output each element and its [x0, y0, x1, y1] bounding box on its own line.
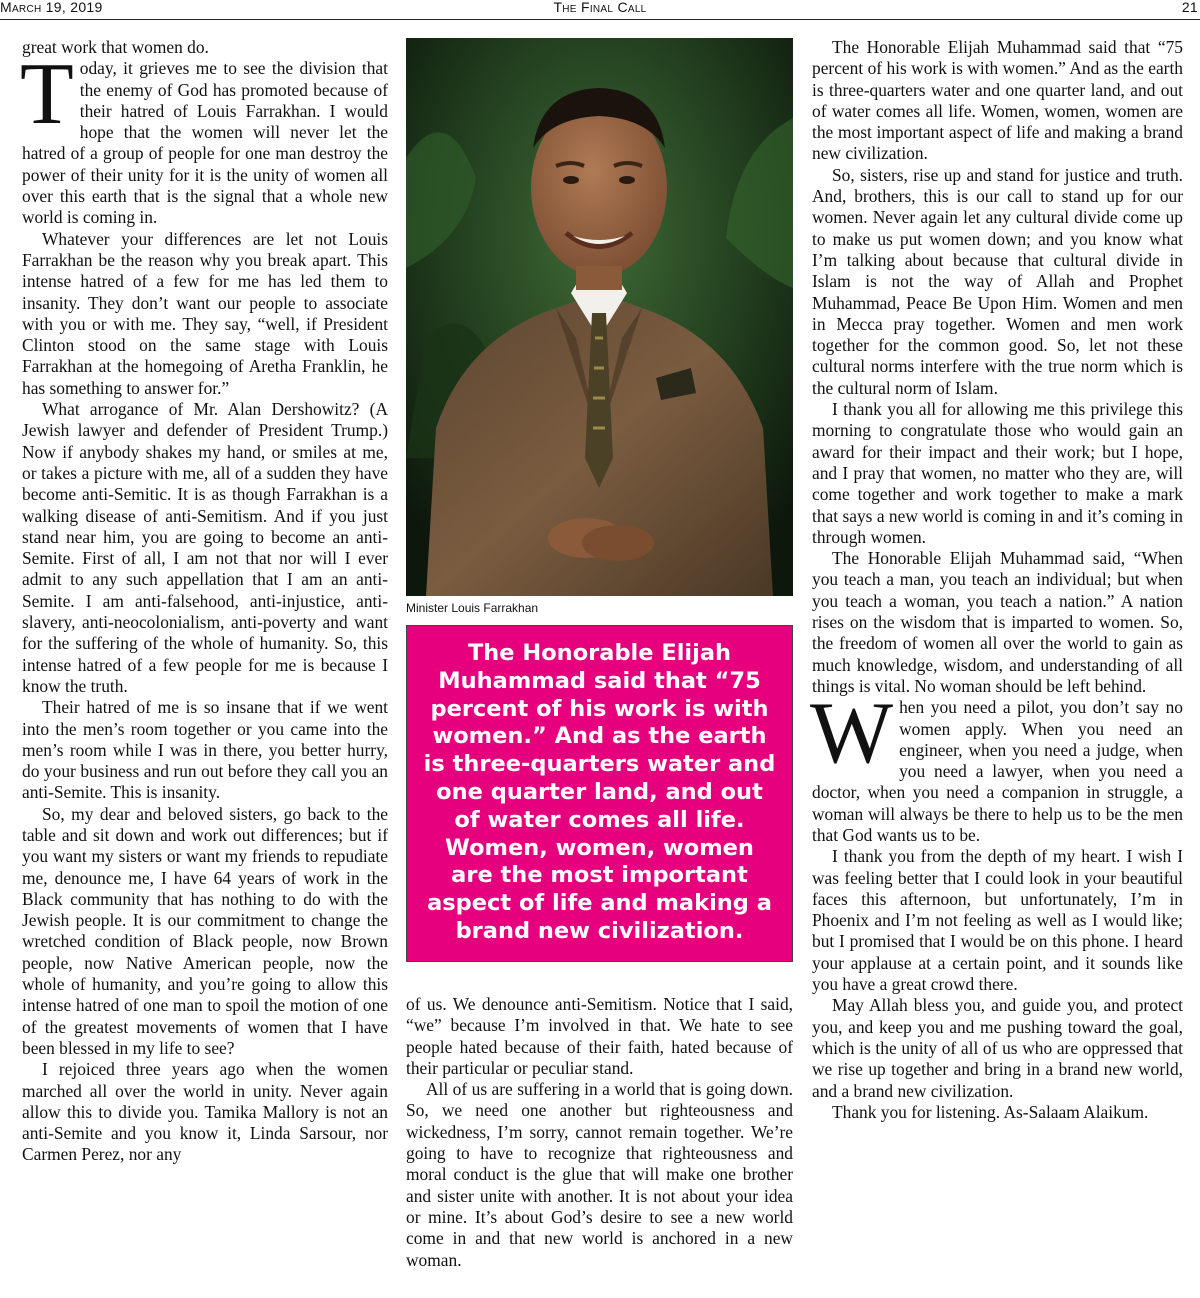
paragraph: The Honorable Elijah Muhammad said that “75 percent of his work is with women.” And as the earth is three-quarters water and one quarter land, and out of water comes all life. Women, women, women are the most important aspect of life and making a brand new civilization.	[812, 37, 1183, 164]
article-column-1	[22, 37, 388, 1166]
paragraph: May Allah bless you, and guide you, and protect you, and keep you and me pushing toward the goal, which is the unity of all of us who are oppressed that we rise up together and bring in a brand new world, and a brand new civilization.	[812, 995, 1183, 1101]
portrait-photo	[406, 38, 793, 596]
paragraph: The Honorable Elijah Muhammad said, “When you teach a man, you teach an individual; but when you teach a woman, you teach a nation.” A nation rises on the wisdom that is imparted to women. So, the freedom of women all over the world to gain as much knowledge, wisdom, and understanding of all things is vital. No woman should be left behind.	[812, 548, 1183, 696]
paragraph: All of us are suffering in a world that is going down. So, we need one another but righteousness and wickedness, I’m sorry, cannot remain together. We’re going to have to recognize that righteousness and moral conduct is the glue that will make one brother and sister unite with another. It is not about your idea or mine. It’s about God’s desire to see a new world come in and that new world is anchored in a new woman.	[406, 1079, 793, 1270]
paragraph-text: oday, it grieves me to see the division that the enemy of God has promoted because of their hatred of Louis Farrakhan. I would hope that the women will never let the hatred of a group of people for one man destroy the power of their unity for it is the unity of women all over this earth that is the signal that a whole new world is coming in.	[22, 58, 388, 228]
paragraph: great work that women do.	[22, 37, 209, 57]
paragraph-text: hen you need a pilot, you don’t say no women apply. When you need an engineer, when you need a judge, when you need a lawyer, when you need a doctor, when you need a companion in struggle, a woman will always be there to help us to be the men that God wants us to be.	[812, 697, 1183, 845]
paragraph: Whatever your differences are let not Louis Farrakhan be the reason why you break apart. This intense hatred of a few for me has led them to insanity. They don’t want our people to associate with you or with me. They say, “well, if President Clinton stood on the same stage with Louis Farrakhan at the homegoing of Aretha Franklin, he has something to answer for.”	[22, 228, 388, 398]
paragraph: I rejoiced three years ago when the women marched all over the world in unity. Never again allow this to divide you. Tamika Mallory is not an anti-Semite and you know it, Linda Sarsour, nor Carmen Perez, nor any	[22, 1059, 388, 1165]
paragraph: of us. We denounce anti-Semitism. Notice that I said, “we” because I’m involved in that. We hate to see people hated because of their faith, hated because of their particular or peculiar stand.	[406, 994, 793, 1078]
drop-cap: T	[20, 46, 74, 144]
pull-quote: The Honorable Elijah Muhammad said that “75 percent of his work is with women.” And as the earth is three-quarters water and one quarter land, and out of water comes all life. Women, women, women are the most important aspect of life and making a brand new civilization.	[423, 640, 776, 944]
paragraph: Thank you for listening. As-Salaam Alaikum.	[832, 1101, 1149, 1122]
paragraph: I thank you from the depth of my heart. I wish I was feeling better that I could look in your beautiful faces this afternoon, but unfortunately, I’m in Phoenix and I’m not feeling as well as I would like; but I promised that I would be on this phone. I heard your applause at a certain point, and it sounds like you have a great crowd there.	[812, 846, 1183, 995]
paragraph: What arrogance of Mr. Alan Dershowitz? (A Jewish lawyer and defender of President Trump.) Now if anybody shakes my hand, or smiles at me, or takes a picture with me, all of a sudden they have become anti-Semitic. It is as though Farrakhan is a walking disease of anti-Semitism. And if you just stand near him, you are going to become an anti-Semite. First of all, I am not that nor will I ever admit to any such appellation that I am an anti-Semite. I am anti-falsehood, anti-injustice, anti-slavery, anti-neocolonialism, anti-poverty and want for the suffering of the whole of humanity. So, this intense hatred of a few people for me is because I know the truth.	[22, 399, 388, 696]
page-header	[0, 0, 1200, 20]
article-column-3	[812, 37, 1183, 1123]
portrait-illustration	[406, 38, 793, 596]
paragraph: Their hatred of me is so insane that if we went into the men’s room together or you came into the men’s room while I was in there, you better hurry, do your business and run out before they call you an anti-Semite. This is insanity.	[22, 697, 388, 803]
drop-cap: W	[810, 685, 894, 783]
issue-date: March 19, 2019	[0, 0, 103, 15]
paragraph	[810, 685, 1183, 846]
paragraph: So, sisters, rise up and stand for justice and truth. And, brothers, this is our call to stand up for our women. Never again let any cultural divide come up to make us put women down; and you know what I’m talking about because that cultural divide in Islam is not the way of Allah and Prophet Muhammad, Peace Be Upon Him. Women and men in Mecca pray together. Women and men work together for the common good. So, let not these cultural norms interfere with the true norm which is the cultural norm of Islam.	[812, 164, 1183, 398]
page-number: 21	[1181, 0, 1198, 15]
photo-caption: Minister Louis Farrakhan	[406, 601, 539, 615]
article-column-2	[406, 994, 793, 1271]
paragraph: I thank you all for allowing me this privilege this morning to congratulate those who would gain an award for their impact and their work; but I hope, and I pray that women, no matter who they are, will come together and work together to make a mark that says a new world is coming in and it’s coming in through women.	[812, 399, 1183, 547]
publication-name: The Final Call	[553, 0, 647, 15]
paragraph: So, my dear and beloved sisters, go back to the table and sit down and work out differences; but if you want my sisters or want my friends to repudiate me, denounce me, I have 64 years of work in the Black community that has nothing to do with the Jewish people. It is our commitment to change the wretched condition of Black people, now Brown people, now Native American people, now the whole of humanity, and you’re going to allow this intense hatred of one man to spoil the motion of one of the greatest movements of women that I have been blessed in my life to see?	[22, 803, 388, 1058]
pull-quote-box	[406, 625, 793, 962]
